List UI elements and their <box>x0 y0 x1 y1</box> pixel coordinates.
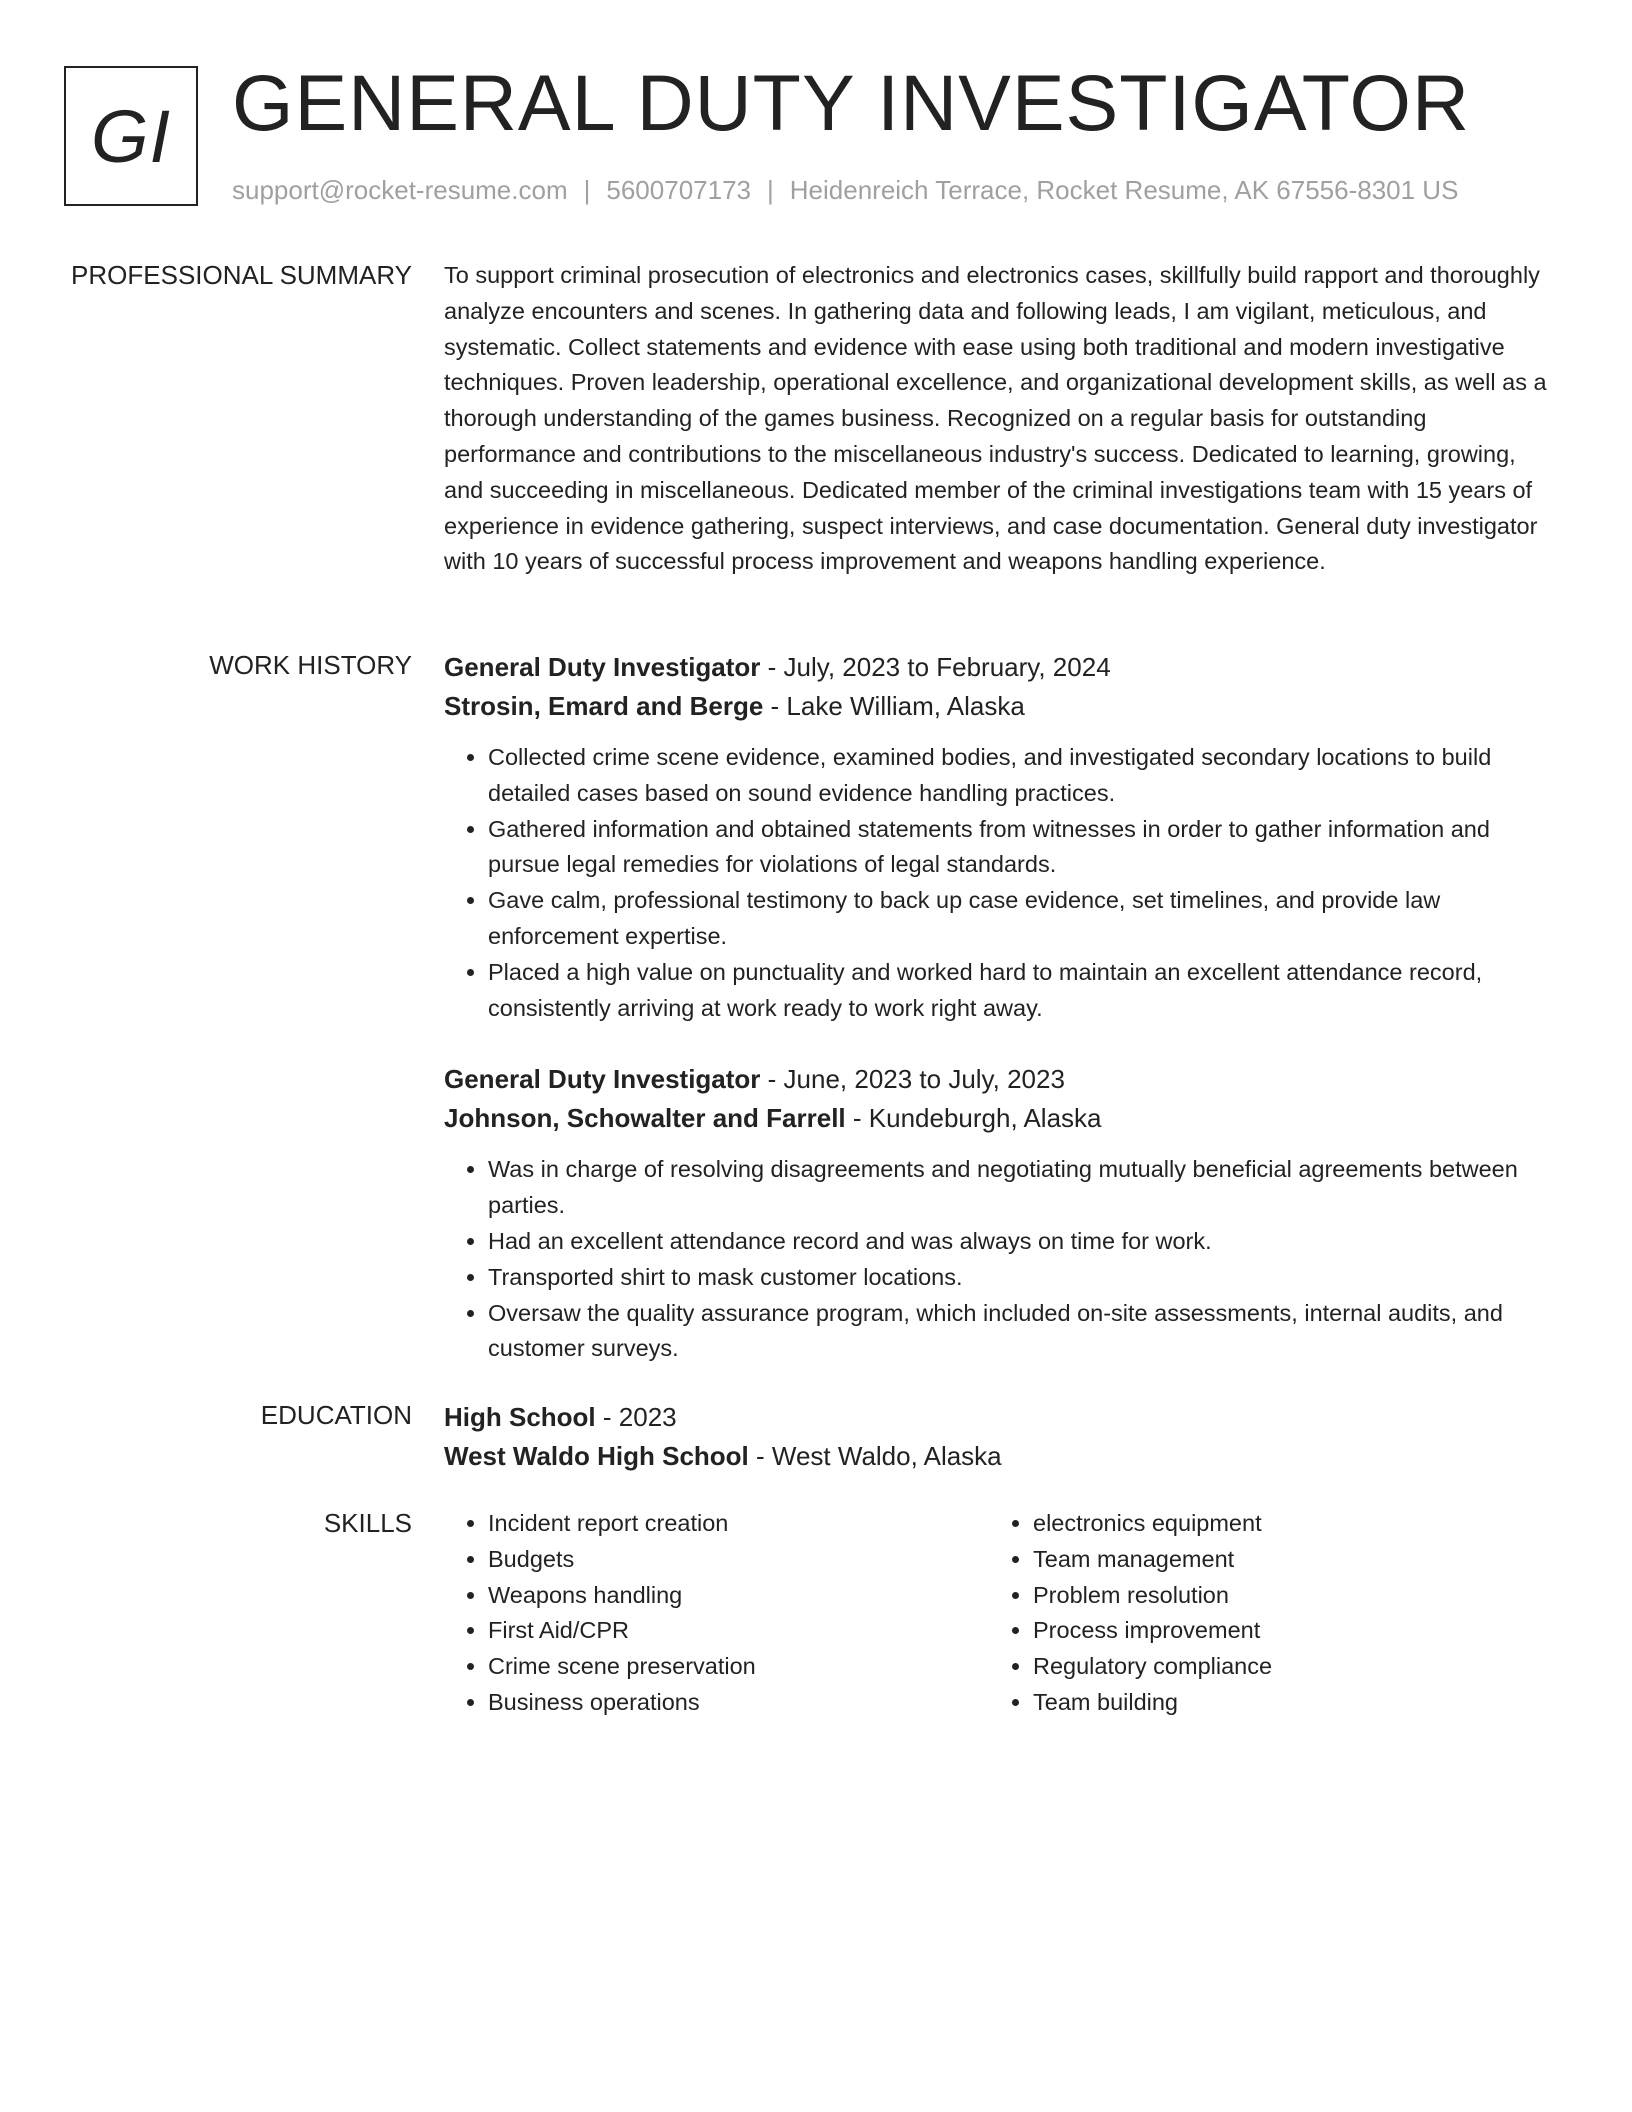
skill-item: • Regulatory compliance <box>1033 1649 1534 1685</box>
contact-line <box>232 174 1458 206</box>
job-dates: - July, 2023 to February, 2024 <box>760 652 1111 682</box>
skills-column-left <box>444 1506 989 1721</box>
job-company-line <box>444 687 1556 726</box>
education-year: - 2023 <box>595 1402 677 1432</box>
skills-list-right <box>989 1506 1534 1721</box>
job-bullet: • Placed a high value on punctuality and worked hard to maintain an excellent attendance record, consistently arriving at work ready to work right away. <box>488 955 1556 1027</box>
skill-item: • Team building <box>1033 1685 1534 1721</box>
contact-separator: | <box>583 175 591 205</box>
job-entry <box>444 648 1556 1026</box>
job-bullet: • Collected crime scene evidence, examined bodies, and investigated secondary locations to build detailed cases based on sound evidence handling practices. <box>488 740 1556 812</box>
job-bullet: • Oversaw the quality assurance program, which included on-site assessments, internal audits, and customer surveys. <box>488 1296 1556 1368</box>
job-location: - Kundeburgh, Alaska <box>845 1103 1102 1134</box>
skills-body <box>444 1506 1556 1721</box>
job-bullet: • Gathered information and obtained statements from witnesses in order to gather information and pursue legal remedies for violations of legal standards. <box>488 812 1556 884</box>
skill-item: • Incident report creation <box>488 1506 989 1542</box>
skill-item: • First Aid/CPR <box>488 1613 989 1649</box>
education-degree: High School <box>444 1402 596 1432</box>
job-dates: - June, 2023 to July, 2023 <box>760 1064 1065 1095</box>
job-title-line <box>444 1060 1556 1099</box>
skill-item: • Team management <box>1033 1542 1534 1578</box>
education-body <box>444 1398 1556 1476</box>
job-title-line <box>444 648 1556 687</box>
contact-phone: 5600707173 <box>606 175 751 205</box>
education-heading: EDUCATION <box>260 1400 412 1430</box>
job-company: Johnson, Schowalter and Farrell <box>444 1103 846 1134</box>
summary-body <box>444 258 1556 580</box>
job-company: Strosin, Emard and Berge <box>444 691 764 721</box>
skill-item: • Crime scene preservation <box>488 1649 989 1685</box>
job-bullet-list <box>444 740 1556 1026</box>
job-position: General Duty Investigator <box>444 652 761 682</box>
skill-item: • Problem resolution <box>1033 1578 1534 1614</box>
skill-item: • Budgets <box>488 1542 989 1578</box>
job-bullet: • Was in charge of resolving disagreements and negotiating mutually beneficial agreements between parties. <box>488 1152 1556 1224</box>
summary-text: To support criminal prosecution of electronics and electronics cases, skillfully build rapport and thoroughly analyze encounters and scenes. In gathering data and following leads, I am vigilant, meticulous, and systematic. Collect statements and evidence with ease using both traditional and modern investigative techniques. Proven leadership, operational excellence, and organizational development skills, as well as a thorough understanding of the games business. Recognized on a regular basis for outstanding performance and contributions to the miscellaneous industry's success. Dedicated to learning, growing, and succeeding in miscellaneous. Dedicated member of the criminal investigations team with 15 years of experience in evidence gathering, suspect interviews, and case documentation. General duty investigator with 10 years of successful process improvement and weapons handling experience. <box>444 262 1547 575</box>
skill-item: • Weapons handling <box>488 1578 989 1614</box>
contact-address: Heidenreich Terrace, Rocket Resume, AK 67556-8301 US <box>789 175 1459 205</box>
education-location: - West Waldo, Alaska <box>748 1441 1002 1471</box>
job-entry <box>444 1060 1556 1367</box>
skill-item: • Process improvement <box>1033 1613 1534 1649</box>
job-bullet-list <box>444 1152 1556 1367</box>
job-bullet: • Transported shirt to mask customer locations. <box>488 1260 1556 1296</box>
education-degree-line <box>444 1398 1556 1437</box>
work-history-body <box>444 648 1556 1367</box>
skills-columns <box>444 1506 1556 1721</box>
education-school-line <box>444 1437 1556 1476</box>
job-company-line <box>444 1099 1556 1138</box>
monogram-text: GI <box>90 94 172 178</box>
skill-item: • electronics equipment <box>1033 1506 1534 1542</box>
summary-heading: PROFESSIONAL SUMMARY <box>71 260 412 290</box>
resume-title: GENERAL DUTY INVESTIGATOR <box>232 58 1471 147</box>
job-position: General Duty Investigator <box>444 1064 761 1095</box>
skills-list-left <box>444 1506 989 1721</box>
job-location: - Lake William, Alaska <box>763 691 1025 721</box>
job-bullet: • Gave calm, professional testimony to back up case evidence, set timelines, and provide law enforcement expertise. <box>488 883 1556 955</box>
skills-column-right <box>989 1506 1534 1721</box>
education-school: West Waldo High School <box>444 1441 749 1471</box>
contact-separator: | <box>767 175 774 205</box>
skills-heading: SKILLS <box>323 1508 412 1538</box>
contact-email: support@rocket-resume.com <box>232 175 568 205</box>
work-history-heading: WORK HISTORY <box>209 650 412 680</box>
job-bullet: • Had an excellent attendance record and was always on time for work. <box>488 1224 1556 1260</box>
monogram-badge <box>64 66 198 206</box>
skill-item: • Business operations <box>488 1685 989 1721</box>
